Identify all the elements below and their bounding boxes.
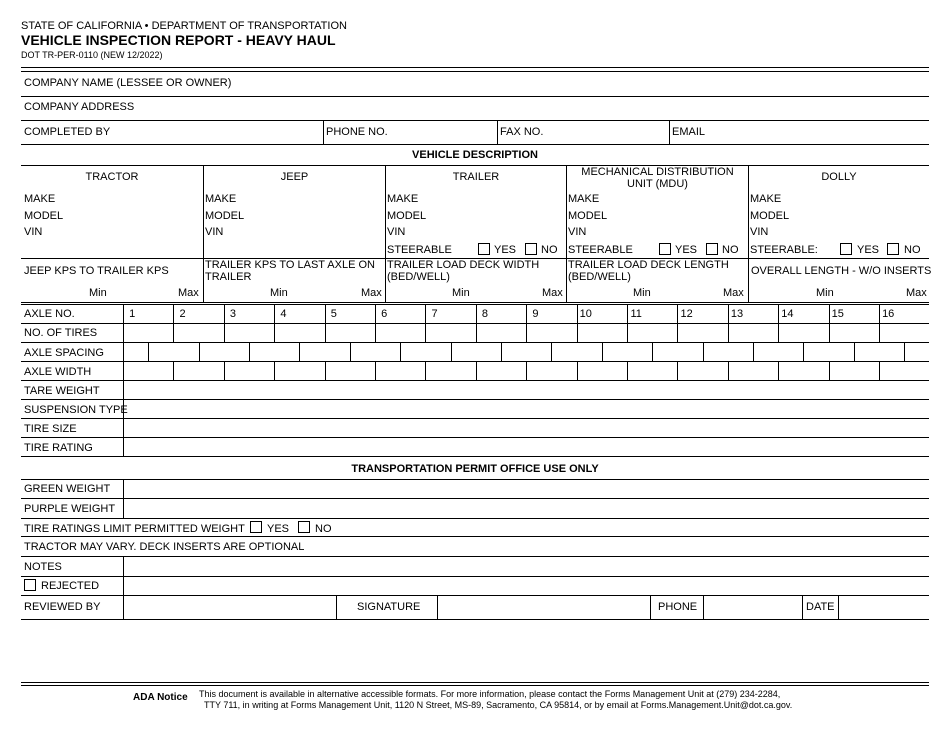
axle-number: 11	[630, 308, 642, 320]
axle-number: 1	[129, 308, 136, 320]
page-title: VEHICLE INSPECTION REPORT - HEAVY HAUL	[21, 32, 336, 48]
max-label: Max	[723, 287, 744, 299]
trailer-kps-label: TRAILER KPS TO LAST AXLE ON TRAILER	[205, 259, 375, 283]
date-label: DATE	[806, 601, 835, 613]
mdu-model-field[interactable]: MODEL	[568, 210, 608, 222]
axle-table	[21, 304, 929, 458]
company-name-label: COMPANY NAME (LESSEE OR OWNER)	[24, 77, 232, 89]
phone-label: PHONE	[658, 601, 698, 613]
no-of-tires-cell[interactable]	[880, 324, 928, 342]
trailer-column	[386, 166, 566, 258]
dolly-steerable-no-checkbox[interactable]	[887, 243, 899, 255]
axle-number: 7	[431, 308, 438, 320]
axle-number: 5	[330, 308, 337, 320]
agency-name: STATE OF CALIFORNIA • DEPARTMENT OF TRANSPORTATION	[21, 20, 347, 32]
axle-width-cell[interactable]	[477, 362, 525, 380]
axle-number: 10	[579, 308, 592, 320]
max-label: Max	[361, 287, 382, 299]
completed-by-field[interactable]	[21, 121, 323, 144]
axle-width-cell[interactable]	[124, 362, 172, 380]
max-label: Max	[906, 287, 927, 299]
tractor-column	[21, 166, 203, 258]
axle-number: 9	[532, 308, 539, 320]
jeep-column	[204, 166, 385, 258]
green-weight-label: GREEN WEIGHT	[24, 483, 111, 495]
overall-length-label: OVERALL LENGTH - W/O INSERTS	[751, 265, 932, 277]
mdu-steerable-yes-label: YES	[675, 244, 698, 256]
company-address-label: COMPANY ADDRESS	[24, 101, 135, 113]
phone-no-label: PHONE NO.	[326, 126, 388, 138]
dolly-steerable-yes-checkbox[interactable]	[840, 243, 852, 255]
rejected-reason-field[interactable]	[124, 577, 929, 595]
dolly-column	[749, 166, 929, 258]
tire-size-field[interactable]	[124, 419, 928, 437]
axle-number: 13	[730, 308, 744, 320]
jeep-header: JEEP	[280, 171, 309, 183]
mdu-steerable-yes-checkbox[interactable]	[659, 243, 671, 255]
no-of-tires-cell[interactable]	[376, 324, 424, 342]
reviewer-phone-field[interactable]	[704, 596, 802, 619]
purple-weight-field[interactable]	[124, 499, 929, 518]
axle-width-cell[interactable]	[779, 362, 827, 380]
mdu-column	[567, 166, 748, 258]
no-of-tires-cell[interactable]	[830, 324, 878, 342]
tractor-make-field[interactable]: MAKE	[24, 193, 56, 205]
axle-width-cell[interactable]	[275, 362, 323, 380]
tire-limit-no-checkbox[interactable]	[298, 521, 310, 533]
no-of-tires-cell[interactable]	[275, 324, 323, 342]
jeep-make-field[interactable]: MAKE	[205, 193, 237, 205]
min-label: Min	[89, 287, 107, 299]
axle-number: 14	[781, 308, 794, 320]
mdu-steerable-no-checkbox[interactable]	[706, 243, 718, 255]
no-of-tires-cell[interactable]	[628, 324, 676, 342]
no-of-tires-cell[interactable]	[124, 324, 172, 342]
jeep-kps-label: JEEP KPS TO TRAILER KPS	[24, 265, 169, 277]
axle-width-cell[interactable]	[578, 362, 626, 380]
axle-number: 4	[280, 308, 287, 320]
fax-no-label: FAX NO.	[500, 126, 544, 138]
rejected-label: REJECTED	[41, 580, 100, 592]
jeep-model-field[interactable]: MODEL	[205, 210, 245, 222]
max-label: Max	[178, 287, 199, 299]
axle-width-cell[interactable]	[326, 362, 374, 380]
axle-number: 8	[481, 308, 489, 320]
no-of-tires-cell[interactable]	[225, 324, 273, 342]
axle-width-cell[interactable]	[830, 362, 878, 380]
tire-rating-field[interactable]	[124, 438, 928, 456]
ada-notice-label: ADA Notice	[133, 692, 188, 703]
trailer-deck-length-field[interactable]	[567, 259, 748, 302]
deck-width-label: TRAILER LOAD DECK WIDTH (BED/WELL)	[387, 259, 540, 283]
trailer-steerable-yes-label: YES	[494, 244, 517, 256]
min-label: Min	[270, 287, 288, 299]
email-label: EMAIL	[672, 126, 706, 138]
axle-no-label: AXLE NO.	[24, 308, 75, 320]
axle-number: 16	[882, 308, 895, 320]
no-of-tires-cell[interactable]	[779, 324, 827, 342]
mdu-header: MECHANICAL DISTRIBUTION UNIT (MDU)	[581, 166, 734, 190]
axle-number: 6	[381, 308, 388, 320]
tire-ratings-limit-label: TIRE RATINGS LIMIT PERMITTED WEIGHT	[24, 523, 245, 535]
min-label: Min	[452, 287, 470, 299]
company-name-field[interactable]	[21, 72, 929, 96]
min-label: Min	[633, 287, 651, 299]
min-label: Min	[816, 287, 834, 299]
tire-size-label: TIRE SIZE	[24, 423, 77, 435]
tire-limit-no-label: NO	[315, 523, 332, 535]
axle-number: 2	[179, 308, 186, 320]
email-field[interactable]	[670, 121, 929, 144]
fax-no-field[interactable]	[498, 121, 669, 144]
trailer-vin-field[interactable]: VIN	[387, 226, 406, 238]
dolly-steerable-no-label: NO	[904, 244, 921, 256]
no-of-tires-cell[interactable]	[678, 324, 726, 342]
trailer-steerable-yes-checkbox[interactable]	[478, 243, 490, 255]
tractor-may-vary-note: TRACTOR MAY VARY. DECK INSERTS ARE OPTIONAL	[24, 541, 305, 553]
ada-notice-line1: This document is available in alternative accessible formats. For more information, please contact the Forms Management Unit at (279) 234-2284,	[199, 689, 781, 699]
suspension-type-field[interactable]	[124, 400, 928, 418]
dolly-steerable-label: STEERABLE:	[750, 244, 818, 256]
ada-notice-line2: TTY 711, in writing at Forms Management Unit, 1120 N Street, MS-89, Sacramento, CA 95814, or by email at Forms.Management.Unit@dot.ca.gov.	[204, 700, 793, 710]
trailer-make-field[interactable]: MAKE	[387, 193, 419, 205]
overall-length-field[interactable]	[749, 259, 932, 302]
rejected-checkbox[interactable]	[24, 579, 36, 591]
axle-number: 3	[229, 308, 237, 320]
trailer-steerable-no-checkbox[interactable]	[525, 243, 537, 255]
mdu-vin-field[interactable]: VIN	[568, 226, 587, 238]
dolly-model-field[interactable]: MODEL	[750, 210, 790, 222]
axle-width-cell[interactable]	[527, 362, 575, 380]
reviewed-by-field[interactable]	[124, 596, 336, 619]
tire-rating-label: TIRE RATING	[24, 442, 93, 454]
axle-number: 15	[831, 308, 844, 320]
axle-width-cell[interactable]	[678, 362, 726, 380]
purple-weight-label: PURPLE WEIGHT	[24, 503, 116, 515]
tare-weight-field[interactable]	[124, 381, 928, 399]
axle-width-cell[interactable]	[225, 362, 273, 380]
axle-width-cell[interactable]	[880, 362, 928, 380]
tractor-vin-field[interactable]: VIN	[24, 226, 43, 238]
vehicle-description-title: VEHICLE DESCRIPTION	[412, 149, 538, 161]
notes-label: NOTES	[24, 561, 62, 573]
office-use-title: TRANSPORTATION PERMIT OFFICE USE ONLY	[351, 463, 599, 475]
trailer-steerable-label: STEERABLE	[387, 244, 452, 256]
deck-length-label: TRAILER LOAD DECK LENGTH (BED/WELL)	[568, 259, 729, 283]
axle-width-cell[interactable]	[628, 362, 676, 380]
axle-width-label: AXLE WIDTH	[24, 366, 92, 378]
mdu-steerable-label: STEERABLE	[568, 244, 633, 256]
tare-weight-label: TARE WEIGHT	[24, 385, 100, 397]
tractor-header: TRACTOR	[85, 171, 139, 183]
axle-width-cell[interactable]	[426, 362, 474, 380]
form-id: DOT TR-PER-0110 (NEW 12/2022)	[21, 50, 163, 60]
phone-no-field[interactable]	[324, 121, 497, 144]
tire-limit-yes-checkbox[interactable]	[250, 521, 262, 533]
dolly-steerable-yes-label: YES	[857, 244, 880, 256]
dolly-make-field[interactable]: MAKE	[750, 193, 782, 205]
trailer-steerable-no-label: NO	[541, 244, 558, 256]
no-of-tires-cell[interactable]	[477, 324, 525, 342]
no-of-tires-cell[interactable]	[174, 324, 222, 342]
signature-field[interactable]	[438, 596, 650, 619]
axle-spacing-label: AXLE SPACING	[24, 347, 104, 359]
green-weight-field[interactable]	[124, 480, 929, 498]
axle-width-cell[interactable]	[174, 362, 222, 380]
dolly-header: DOLLY	[821, 171, 857, 183]
axle-width-cell[interactable]	[376, 362, 424, 380]
no-of-tires-cell[interactable]	[578, 324, 626, 342]
no-of-tires-cell[interactable]	[326, 324, 374, 342]
no-of-tires-cell[interactable]	[729, 324, 777, 342]
tractor-model-field[interactable]: MODEL	[24, 210, 64, 222]
tire-limit-yes-label: YES	[267, 523, 290, 535]
no-of-tires-cell[interactable]	[527, 324, 575, 342]
mdu-steerable-no-label: NO	[722, 244, 739, 256]
axle-number: 12	[680, 308, 693, 320]
date-field[interactable]	[839, 596, 929, 619]
completed-by-label: COMPLETED BY	[24, 126, 111, 138]
dolly-vin-field[interactable]: VIN	[750, 226, 769, 238]
no-of-tires-cell[interactable]	[426, 324, 474, 342]
jeep-vin-field[interactable]: VIN	[205, 226, 224, 238]
trailer-model-field[interactable]: MODEL	[387, 210, 427, 222]
axle-width-cell[interactable]	[729, 362, 777, 380]
notes-field[interactable]	[124, 557, 929, 576]
trailer-kps-to-last-axle-field[interactable]	[204, 259, 385, 302]
suspension-type-label: SUSPENSION TYPE	[24, 404, 128, 416]
company-address-field[interactable]	[21, 97, 929, 119]
reviewed-by-label: REVIEWED BY	[24, 601, 101, 613]
no-of-tires-label: NO. OF TIRES	[24, 327, 98, 339]
jeep-kps-to-trailer-kps-field[interactable]	[21, 259, 203, 302]
max-label: Max	[542, 287, 563, 299]
trailer-deck-width-field[interactable]	[386, 259, 566, 302]
mdu-make-field[interactable]: MAKE	[568, 193, 600, 205]
trailer-header: TRAILER	[452, 171, 500, 183]
signature-label: SIGNATURE	[357, 601, 421, 613]
